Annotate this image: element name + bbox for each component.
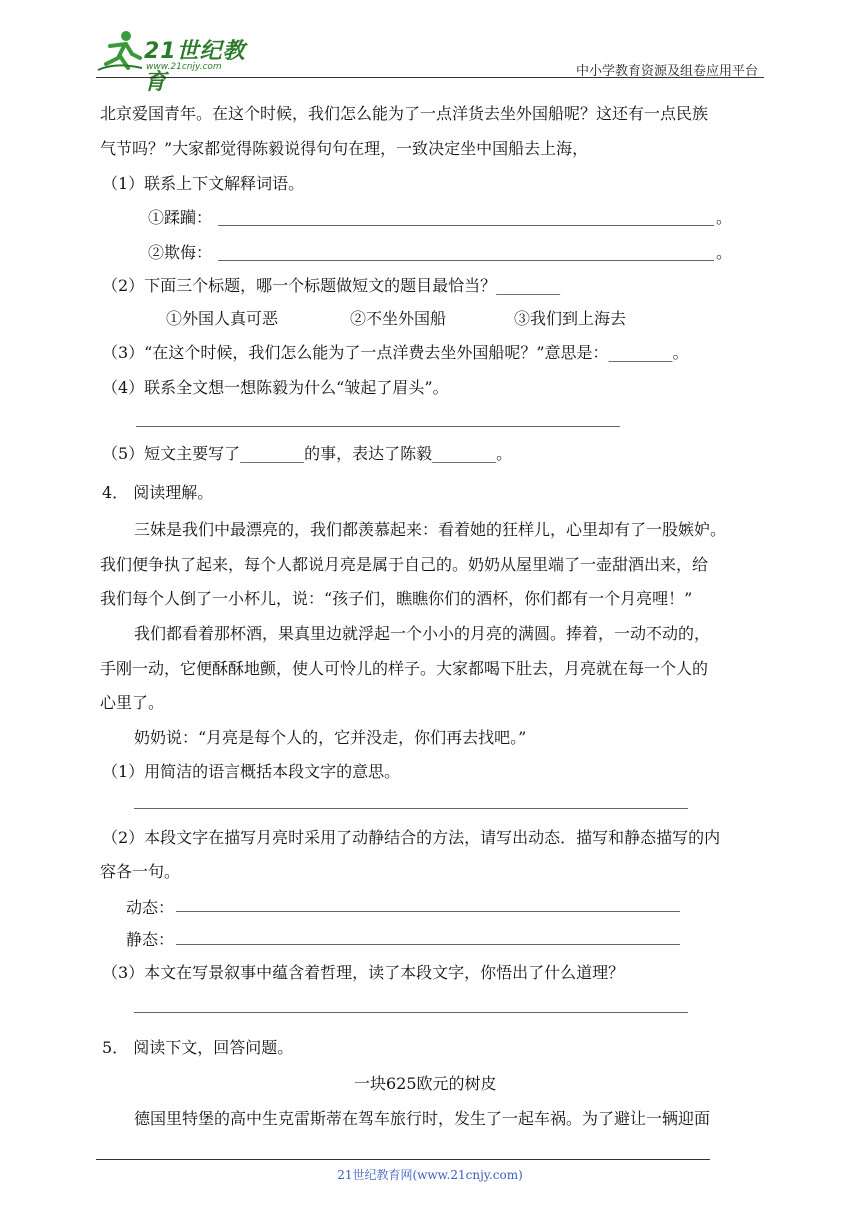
static-label: 静态： (126, 930, 175, 949)
reading-question-3: （3）本文在写景叙事中蕴含着哲理，读了本段文字，你悟出了什么道理？ (102, 963, 625, 982)
text-line: 北京爱国青年。在这个时候，我们怎么能为了一点洋货去坐外国船呢？这还有一点民族 (100, 104, 709, 123)
logo-text: 21世纪教育 (144, 39, 246, 95)
paragraph-line: 德国里特堡的高中生克雷斯蒂在驾车旅行时，发生了一起车祸。为了避让一辆迎面 (134, 1109, 711, 1128)
dynamic-label: 动态： (126, 898, 175, 917)
question-3: （3）“在这个时候，我们怎么能为了一点洋费去坐外国船呢？”意思是：________。 (102, 343, 689, 362)
footer-link[interactable]: 21世纪教育网(www.21cnjy.com) (337, 1168, 523, 1182)
period: 。 (716, 208, 733, 227)
logo (96, 28, 266, 95)
option-1: ①外国人真可恶 (166, 309, 279, 328)
reading-question-2-cont: 容各一句。 (100, 862, 181, 881)
header-divider (96, 77, 764, 78)
section-5-heading: 5． 阅读下文，回答问题。 (102, 1038, 294, 1057)
reading-question-2: （2）本段文字在描写月亮时采用了动静结合的方法，请写出动态．描写和静态描写的内 (102, 828, 721, 847)
question-1: （1）联系上下文解释词语。 (102, 174, 305, 193)
answer-blank[interactable] (176, 944, 680, 945)
section-4-heading: 4． 阅读理解。 (102, 483, 214, 502)
paragraph-line: 三妹是我们中最漂亮的，我们都羡慕起来：看着她的狂样儿，心里却有了一股嫉妒。 (134, 520, 727, 539)
logo-url: www.21cnjy.com (146, 62, 222, 72)
answer-blank[interactable] (176, 911, 680, 912)
paragraph-line: 我们便争执了起来，每个人都说月亮是属于自己的。奶奶从屋里端了一壶甜酒出来，给 (100, 555, 709, 574)
article-title: 一块625欧元的树皮 (354, 1074, 497, 1093)
q1-item-b: ②欺侮： (148, 243, 213, 262)
reading-question-1: （1）用简洁的语言概括本段文字的意思。 (102, 762, 401, 781)
page-header (96, 28, 764, 95)
platform-name: 中小学教育资源及组卷应用平台 (575, 64, 758, 79)
paragraph-line: 我们每个人倒了一小杯儿，说：“孩子们，瞧瞧你们的酒杯，你们都有一个月亮哩！” (100, 589, 693, 608)
paragraph-line: 心里了。 (100, 693, 165, 712)
option-2: ②不坐外国船 (350, 309, 447, 328)
answer-blank[interactable] (218, 225, 714, 226)
text-line: 气节吗？”大家都觉得陈毅说得句句在理，一致决定坐中国船去上海， (100, 139, 589, 158)
paragraph-line: 我们都看着那杯酒，果真里边就浮起一个小小的月亮的满圆。捧着，一动不动的， (134, 624, 711, 643)
paragraph-line: 手刚一动，它便酥酥地颤，使人可怜儿的样子。大家都喝下肚去，月亮就在每一个人的 (100, 659, 709, 678)
period: 。 (716, 243, 733, 262)
answer-blank[interactable] (218, 260, 714, 261)
answer-blank[interactable] (136, 426, 620, 427)
question-5: （5）短文主要写了________的事，表达了陈毅________。 (102, 444, 513, 463)
option-3: ③我们到上海去 (514, 309, 627, 328)
runner-logo-icon (96, 28, 144, 74)
answer-blank[interactable] (134, 1012, 688, 1013)
footer-divider (96, 1159, 710, 1160)
q1-item-a: ①蹂躏： (148, 208, 213, 227)
paragraph-line: 奶奶说：“月亮是每个人的，它并没走，你们再去找吧。” (134, 728, 527, 747)
question-4: （4）联系全文想一想陈毅为什么“皱起了眉头”。 (102, 378, 449, 397)
answer-blank[interactable] (134, 808, 688, 809)
question-2: （2）下面三个标题，哪一个标题做短文的题目最恰当？________ (102, 276, 561, 295)
